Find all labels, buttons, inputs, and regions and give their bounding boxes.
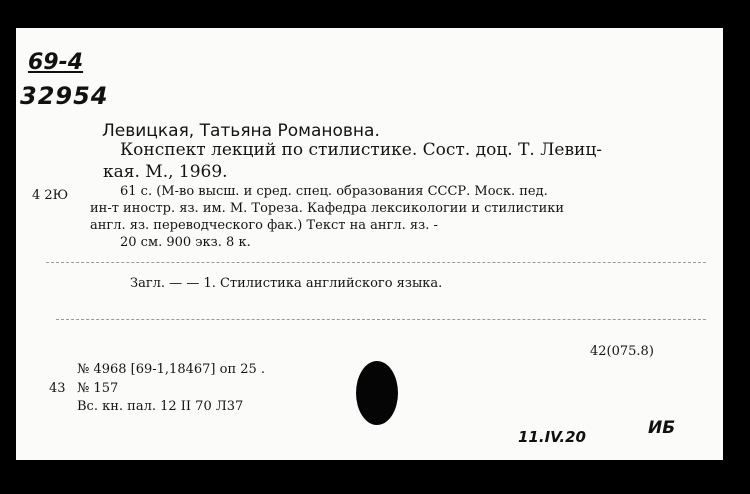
record-line-3: Вс. кн. пал. 12 II 70 Л37 <box>77 399 244 414</box>
record-line-1: № 4968 [69-1,18467] оп 25 . <box>77 362 266 377</box>
side-mark: 4 2Ю <box>32 188 69 203</box>
tracing-line: Загл. — — 1. Стилистика английского языка. <box>130 276 443 291</box>
punch-hole <box>356 361 398 425</box>
title-line-2: кая. М., 1969. <box>103 162 228 182</box>
handwritten-initials: ИБ <box>648 418 676 438</box>
inventory-number: 32954 <box>20 82 109 110</box>
divider <box>46 262 706 263</box>
description-line-3: англ. яз. переводческого фак.) Текст на англ. яз. - <box>90 218 438 233</box>
title-line-1: Конспект лекций по стилистике. Сост. доц. Т. Левиц- <box>120 140 603 160</box>
description-line-1: 61 с. (М-во высш. и сред. спец. образования СССР. Моск. пед. <box>120 184 548 199</box>
divider <box>56 319 706 320</box>
handwritten-date: 11.IV.20 <box>518 428 586 446</box>
catalog-card <box>16 28 723 460</box>
description-line-4: 20 см. 900 экз. 8 к. <box>120 235 251 250</box>
description-line-2: ин-т иностр. яз. им. М. Тореза. Кафедра лексикологии и стилистики <box>90 201 565 216</box>
classification-number: 42(075.8) <box>590 344 654 359</box>
record-prefix: 43 <box>49 381 66 396</box>
call-number: 69-4 <box>28 50 84 75</box>
record-line-2: № 157 <box>77 381 119 396</box>
author-heading: Левицкая, Татьяна Романовна. <box>102 121 380 141</box>
